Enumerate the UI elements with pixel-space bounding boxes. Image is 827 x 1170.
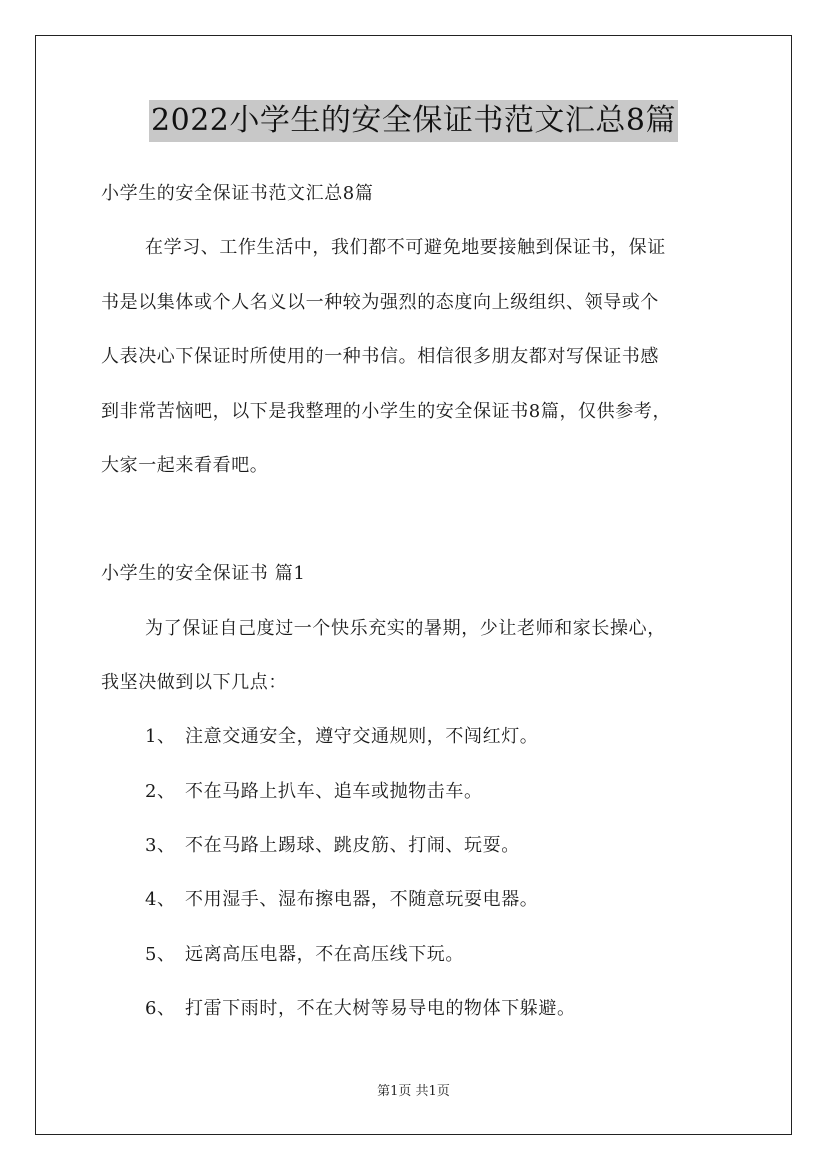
list-item-number: 2、 [145, 781, 176, 802]
section-paragraph-line: 为了保证自己度过一个快乐充实的暑期，少让老师和家长操心， [145, 618, 666, 639]
intro-line: 在学习、工作生活中，我们都不可避免地要接触到保证书，保证 [145, 237, 666, 258]
intro-line: 人表决心下保证时所使用的一种书信。相信很多朋友都对写保证书感 [101, 346, 659, 367]
section-paragraph-line: 我坚决做到以下几点： [101, 672, 287, 693]
document-title: 2022小学生的安全保证书范文汇总8篇 [149, 100, 678, 142]
list-item-text: 注意交通安全，遵守交通规则，不闯红灯。 [185, 726, 539, 747]
list-item-number: 6、 [145, 998, 176, 1019]
list-item [145, 996, 576, 1022]
intro-line: 书是以集体或个人名义以一种较为强烈的态度向上级组织、领导或个 [101, 292, 659, 313]
list-item [145, 833, 520, 859]
list-item [145, 942, 464, 968]
section-heading: 小学生的安全保证书 篇1 [101, 563, 306, 584]
list-item [145, 887, 538, 913]
intro-line: 到非常苦恼吧，以下是我整理的小学生的安全保证书8篇，仅供参考， [101, 401, 672, 422]
list-item-number: 4、 [145, 889, 176, 910]
list-item-text: 打雷下雨时，不在大树等易导电的物体下躲避。 [185, 998, 576, 1019]
title-container [0, 100, 827, 142]
list-item [145, 724, 538, 750]
list-item-number: 3、 [145, 835, 176, 856]
intro-line: 大家一起来看看吧。 [101, 455, 269, 476]
page-footer: 第1页 共1页 [377, 1084, 450, 1099]
list-item-text: 远离高压电器，不在高压线下玩。 [185, 944, 464, 965]
list-item-text: 不用湿手、湿布擦电器，不随意玩耍电器。 [185, 889, 539, 910]
list-item-text: 不在马路上踢球、跳皮筋、打闹、玩耍。 [185, 835, 520, 856]
list-item-number: 5、 [145, 944, 176, 965]
list-item-text: 不在马路上扒车、追车或抛物击车。 [185, 781, 483, 802]
list-item [145, 779, 483, 805]
list-item-number: 1、 [145, 726, 176, 747]
document-subtitle: 小学生的安全保证书范文汇总8篇 [101, 183, 374, 204]
